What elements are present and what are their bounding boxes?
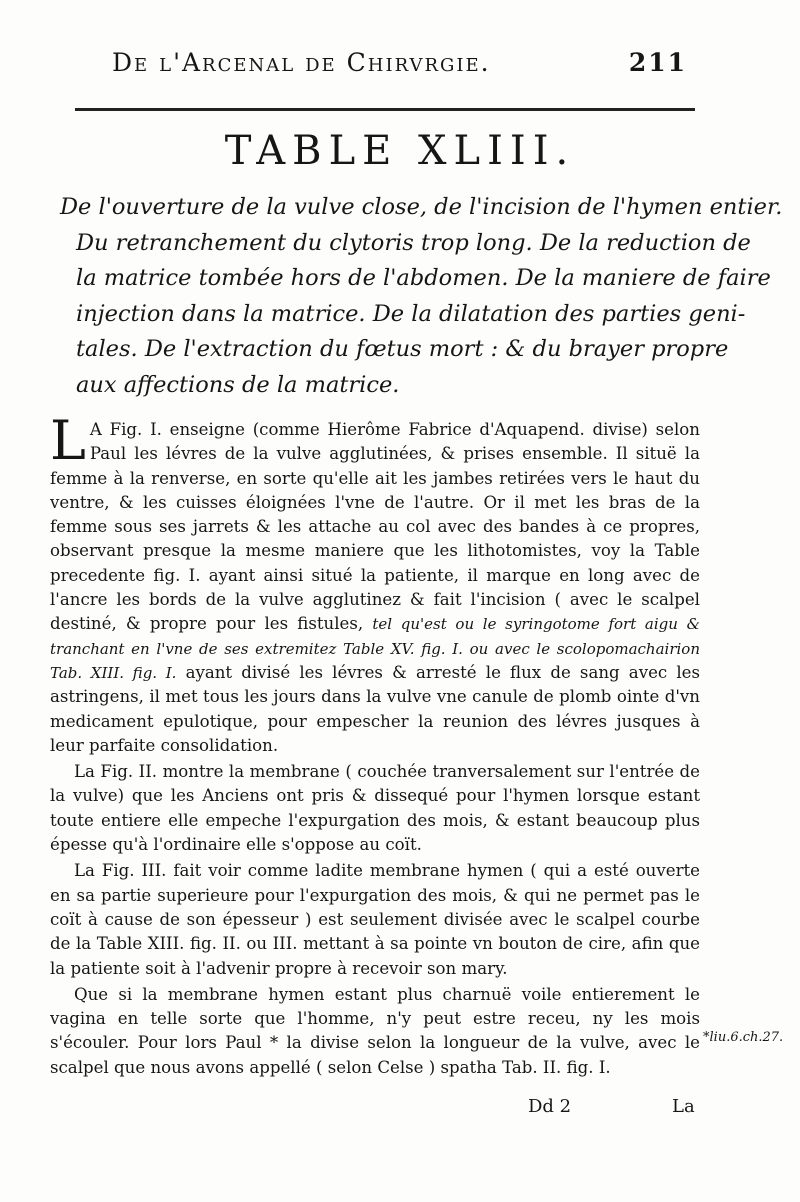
heading-line: injection dans la matrice. De la dilatation des parties geni- — [76, 300, 746, 327]
heading-line: la matrice tombée hors de l'abdomen. De la maniere de faire — [76, 265, 771, 291]
paragraph-hymen: Que si la membrane hymen estant plus charnuë voile entierement le vagina en telle sorte que l'homme, n'y peut estre receu, ny les mois s'écouler. Pour lors Paul * la divise selon la longueur de la vulve, avec le scalpel que nous avons appellé ( selon Celse ) spatha Tab. II. fig. I. — [50, 984, 700, 1077]
heading-line: De l'ouverture de la vulve close, de l'incision de l'hymen entier. — [60, 194, 783, 220]
heading-line: Du retranchement du clytoris trop long. De la reduction de — [76, 229, 751, 256]
paragraph-fig-3: La Fig. III. fait voir comme ladite membrane hymen ( qui a esté ouverte en sa partie superieure pour l'expurgation des mois, & qui ne permet pas le coït à cause de son épesseur ) est seulement divisée avec le scalpel courbe de la Table XIII. fig. II. ou III. mettant à sa pointe vn bouton de cire, afin que la patiente soit à l'advenir propre à recevoir son mary. — [50, 861, 700, 978]
paragraph-italic-text: tel qu'est ou le syringotome fort aigu & tranchant en l'vne de ses extremitez Table XV. fig. I. ou avec le scolopomachairion Tab. XIII. fig. I. — [50, 615, 700, 682]
margin-note: *liu.6.ch.27. — [703, 1030, 784, 1045]
table-title: TABLE XLIII. — [224, 128, 576, 174]
paragraph-fig-1 — [50, 409, 700, 758]
header-rule — [75, 108, 695, 111]
catchword: La — [672, 1096, 695, 1117]
section-heading — [60, 190, 783, 403]
drop-cap: L — [50, 409, 86, 472]
body-text — [50, 409, 700, 1082]
heading-line: aux affections de la matrice. — [76, 371, 400, 398]
running-title: De l'Arcenal de Chirvrgie. — [112, 48, 491, 77]
signature-mark: Dd 2 — [528, 1096, 572, 1117]
running-header — [112, 48, 687, 82]
paragraph-fig-2: La Fig. II. montre la membrane ( couchée tranversalement sur l'entrée de la vulve) que les Anciens ont pris & dissequé pour l'hymen lorsque estant toute entiere elle empeche l'expurgation des mois, & estant beaucoup plus épesse qu'à l'ordinaire elle s'oppose au coït. — [50, 762, 700, 855]
paragraph-text: ayant divisé les lévres & arresté le flux de sang avec les astringens, il met tous les jours dans la vulve vne canule de plomb ointe d'vn medicament epulotique, pour empescher la reunion des lévres jusques à leur parfaite consolidation. — [50, 662, 700, 755]
page-number: 211 — [628, 48, 687, 77]
paragraph-text: A Fig. I. enseigne (comme Hierôme Fabrice d'Aquapend. divise) selon Paul les lévres de la vulve agglutinées, & prises ensemble. Il situë la femme à la renverse, en sorte qu'elle ait les jambes retirées vers le haut du ventre, & les cuisses éloignées l'vne de l'autre. Or il met les bras de la femme sous ses jarrets & les attache au col avec des bandes à ce propres, observant presque la mesme maniere que les lithotomistes, voy la Table precedente fig. I. ayant ainsi situé la patiente, il marque en long avec de l'ancre les bords de la vulve agglutinez & fait l'incision ( avec le scalpel destiné, & propre pour les fistules, — [50, 420, 700, 634]
heading-line: tales. De l'extraction du fœtus mort : & du brayer propre — [76, 336, 729, 362]
